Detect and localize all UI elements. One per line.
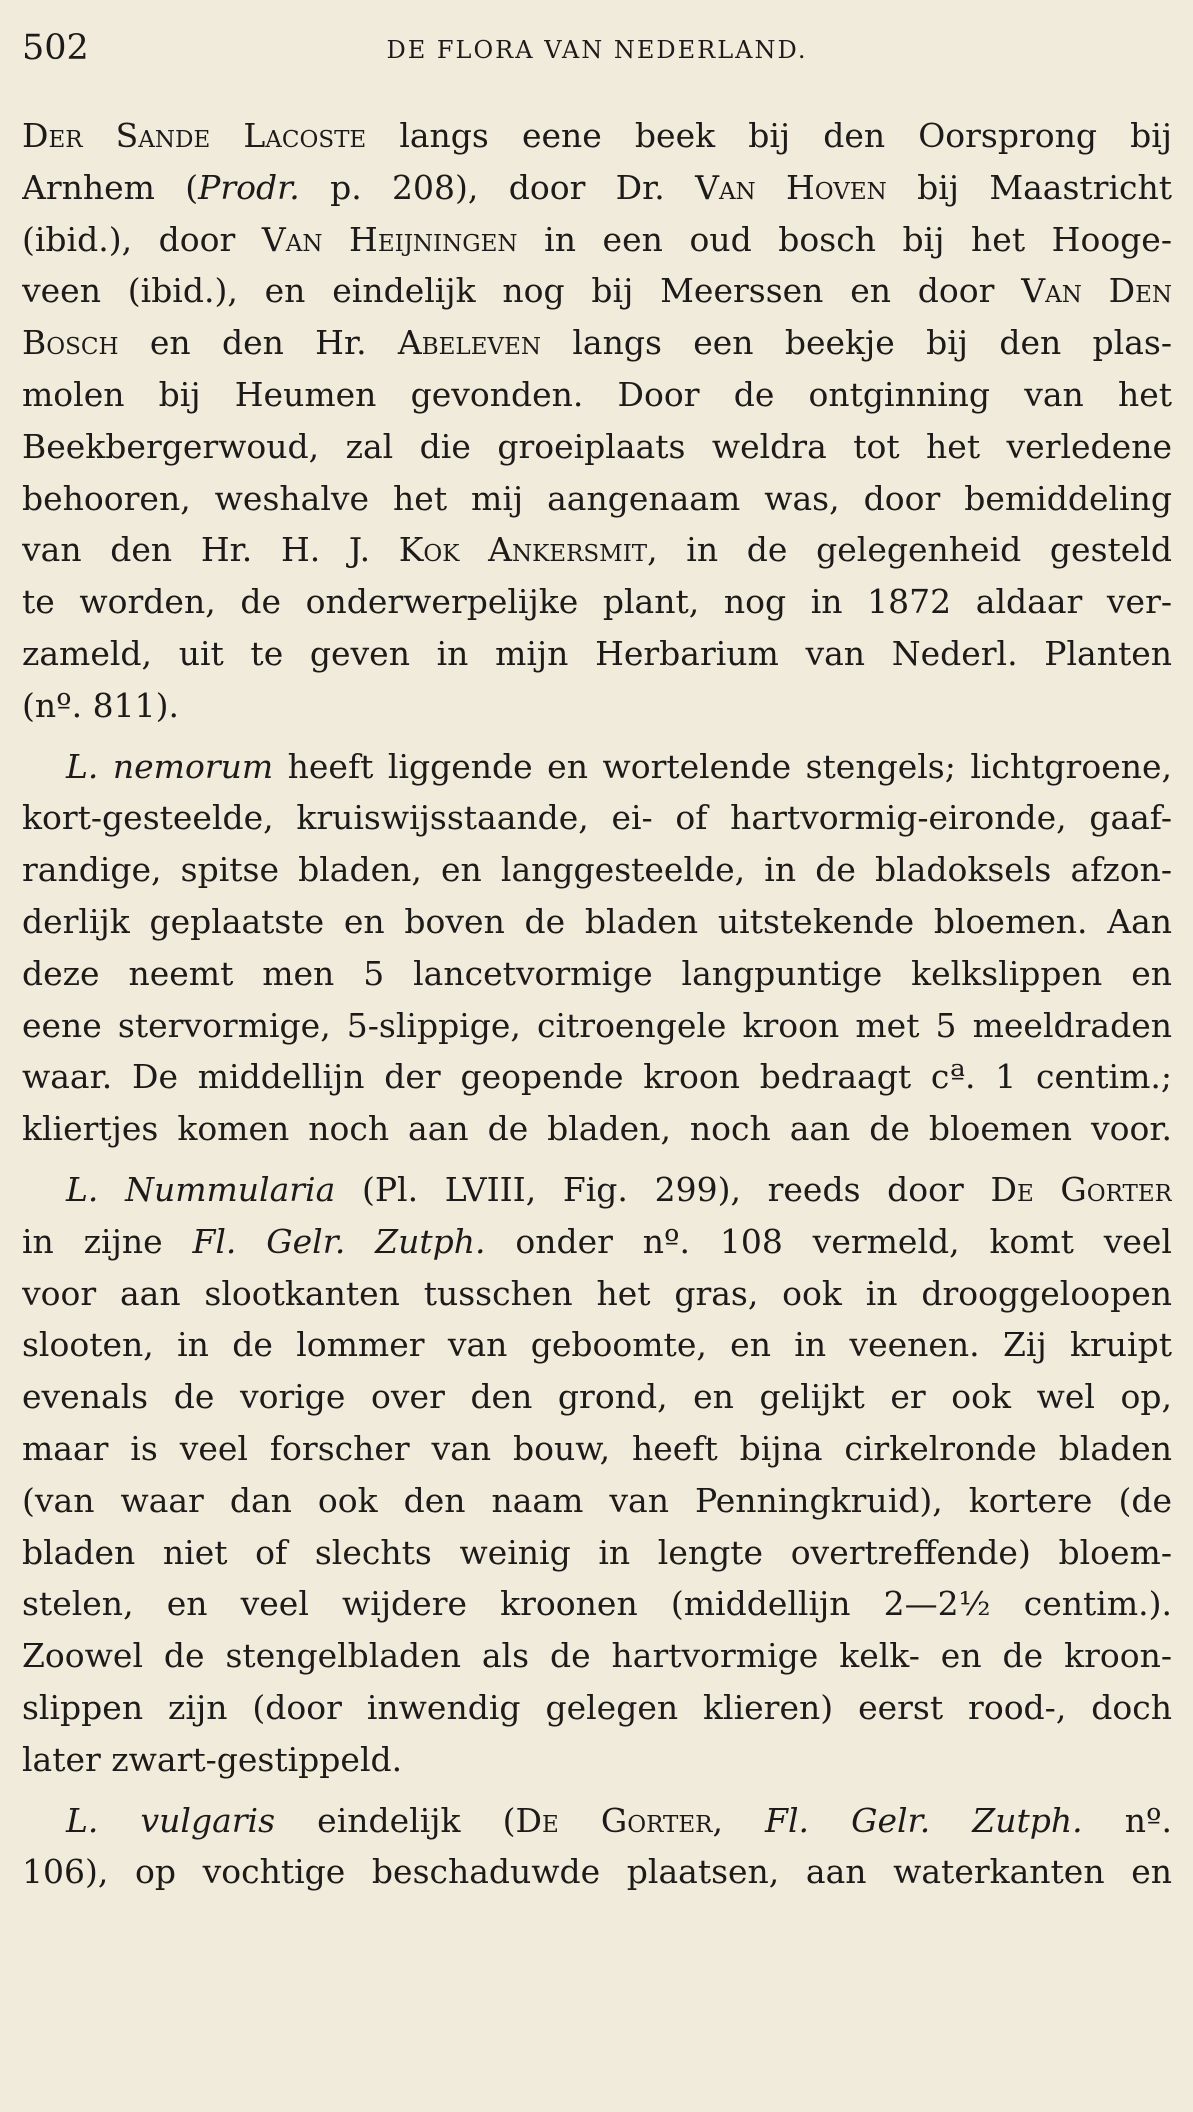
body-text xyxy=(22,110,1172,1898)
text-line: L. vulgaris eindelijk (De Gorter, Fl. Gelr. Zutph. nº. xyxy=(66,1800,1172,1840)
paragraph-l-nemorum xyxy=(22,741,1172,1155)
text-line: waar. De middellijn der geopende kroon bedraagt cª. 1 centim.; xyxy=(22,1057,1172,1097)
text-line: 106), op vochtige beschaduwde plaatsen, aan waterkanten en xyxy=(22,1852,1172,1892)
running-title: DE FLORA VAN NEDERLAND. xyxy=(386,36,808,64)
text-line: Arnhem (Prodr. p. 208), door Dr. Van Hoven bij Maastricht xyxy=(22,167,1172,207)
text-line: stelen, en veel wijdere kroonen (middellijn 2—2½ centim.). xyxy=(22,1584,1172,1624)
text-line: evenals de vorige over den grond, en gelijkt er ook wel op, xyxy=(22,1377,1172,1417)
text-line: kliertjes komen noch aan de bladen, noch aan de bloemen voor. xyxy=(22,1109,1172,1149)
text-line: derlijk geplaatste en boven de bladen uitstekende bloemen. Aan xyxy=(22,901,1172,941)
book-page xyxy=(22,22,1172,1898)
text-line: maar is veel forscher van bouw, heeft bijna cirkelronde bladen xyxy=(22,1428,1172,1468)
text-line: te worden, de onderwerpelijke plant, nog in 1872 aldaar ver- xyxy=(22,582,1172,622)
text-line: veen (ibid.), en eindelijk nog bij Meerssen en door Van Den xyxy=(22,271,1172,311)
text-line: bladen niet of slechts weinig in lengte overtreffende) bloem- xyxy=(22,1532,1172,1572)
text-line: (ibid.), door Van Heijningen in een oud bosch bij het Hooge- xyxy=(22,219,1172,259)
text-line: kort-gesteelde, kruiswijsstaande, ei- of hartvormig-eironde, gaaf- xyxy=(22,798,1172,838)
text-line: Zoowel de stengelbladen als de hartvormige kelk- en de kroon- xyxy=(22,1636,1172,1676)
text-line: Beekbergerwoud, zal die groeiplaats weldra tot het verledene xyxy=(22,426,1172,466)
text-line: later zwart-gestippeld. xyxy=(22,1739,403,1779)
text-line: L. Nummularia (Pl. LVIII, Fig. 299), reeds door De Gorter xyxy=(66,1169,1172,1209)
text-line: Bosch en den Hr. Abeleven langs een beekje bij den plas- xyxy=(22,323,1172,363)
text-line: deze neemt men 5 lancetvormige langpuntige kelkslippen en xyxy=(22,953,1172,993)
text-line: (nº. 811). xyxy=(22,685,179,725)
text-line: slippen zijn (door inwendig gelegen klieren) eerst rood-, doch xyxy=(22,1687,1172,1727)
text-line: (van waar dan ook den naam van Penningkruid), kortere (de xyxy=(22,1480,1172,1520)
text-line: behooren, weshalve het mij aangenaam was, door bemiddeling xyxy=(22,478,1172,518)
text-line: van den Hr. H. J. Kok Ankersmit, in de gelegenheid gesteld xyxy=(22,530,1172,570)
page-number: 502 xyxy=(22,28,89,68)
text-line: slooten, in de lommer van geboomte, en in veenen. Zij kruipt xyxy=(22,1325,1172,1365)
text-line: voor aan slootkanten tusschen het gras, ook in drooggeloopen xyxy=(22,1273,1172,1313)
paragraph-localities xyxy=(22,110,1172,732)
text-line: eene stervormige, 5-slippige, citroengele kroon met 5 meeldraden xyxy=(22,1005,1172,1045)
text-line: molen bij Heumen gevonden. Door de ontginning van het xyxy=(22,374,1172,414)
text-line: zameld, uit te geven in mijn Herbarium van Nederl. Planten xyxy=(22,633,1172,673)
page-header xyxy=(22,22,1172,70)
text-line: in zijne Fl. Gelr. Zutph. onder nº. 108 vermeld, komt veel xyxy=(22,1221,1172,1261)
paragraph-l-vulgaris xyxy=(22,1795,1172,1899)
text-line: randige, spitse bladen, en langgesteelde, in de bladoksels afzon- xyxy=(22,850,1172,890)
paragraph-l-nummularia xyxy=(22,1164,1172,1786)
text-line: Der Sande Lacoste langs eene beek bij den Oorsprong bij xyxy=(22,116,1172,155)
text-line: L. nemorum heeft liggende en wortelende stengels; lichtgroene, xyxy=(66,746,1172,786)
